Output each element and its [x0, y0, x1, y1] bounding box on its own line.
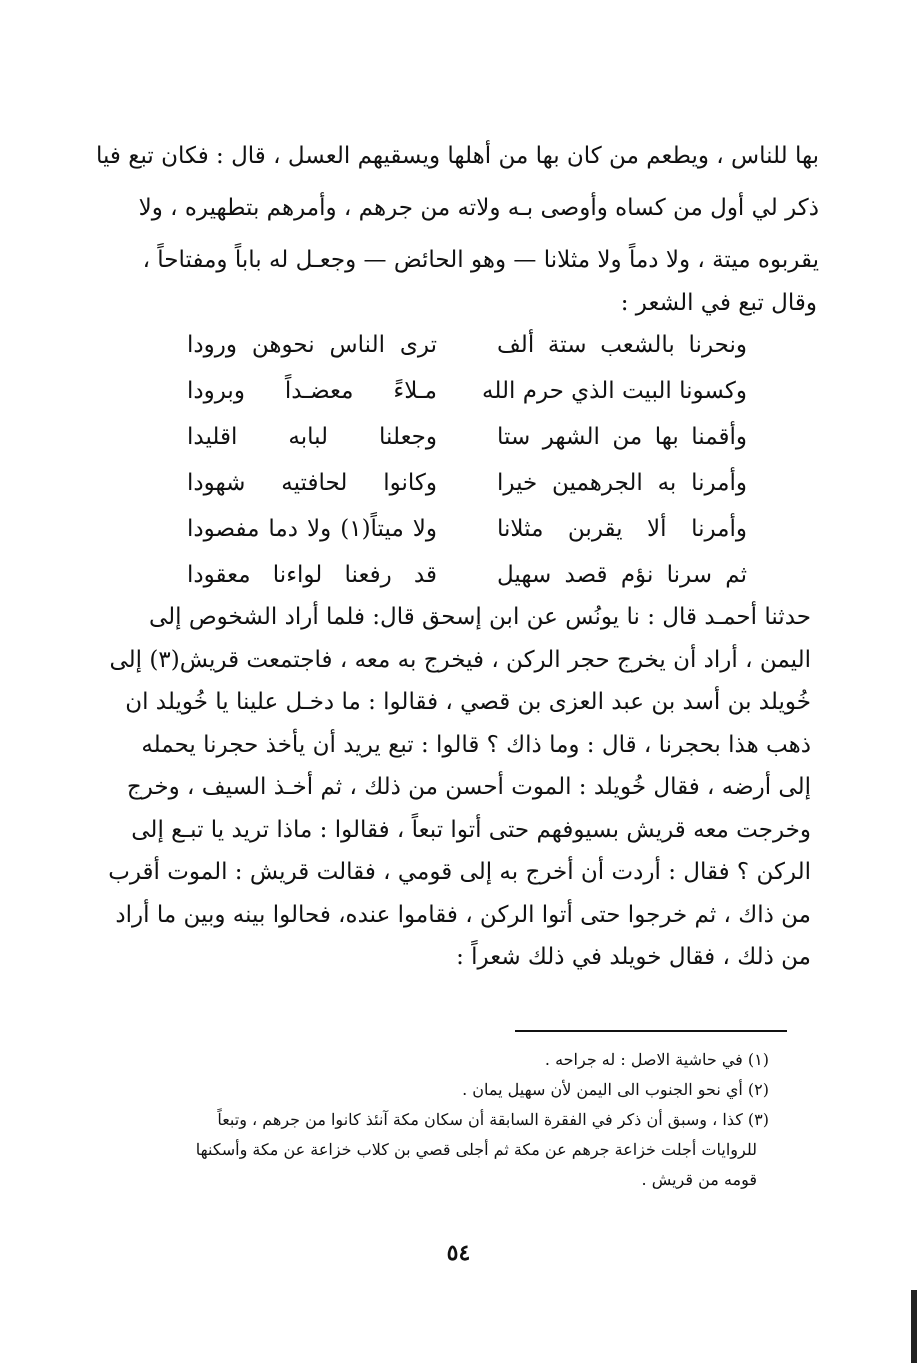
verse-first-hemistich: وأمرنا به الجرهمين خيرا	[497, 470, 747, 496]
text-line: خُويلد بن أسد بن عبد العزى بن قصي ، فقالوا : ما دخـل علينا يا خُويلد ان	[125, 689, 811, 715]
text-line: يقربوه ميتة ، ولا دماً ولا مثلانا — وهو الحائض — وجعـل له باباً ومفتاحاً ،	[142, 247, 819, 273]
footnote-3-continuation: للروايات أجلت خزاعة جرهم عن مكة ثم أجلى قصي بن كلاب خزاعة عن مكة وأسكنها	[195, 1140, 757, 1159]
verse-first-hemistich: ثم سرنا نؤم قصد سهيل	[497, 562, 747, 588]
text-line: إلى أرضه ، فقال خُويلد : الموت أحسن من ذلك ، ثم أخـذ السيف ، وخرج	[126, 774, 811, 800]
poem-verse	[187, 322, 747, 368]
poem-verse	[187, 368, 747, 414]
paragraph-top	[95, 130, 819, 286]
text-line: ذهب هذا بحجرنا ، قال : وما ذاك ؟ قالوا : تبع يريد أن يأخذ حجرنا يحمله	[141, 731, 811, 758]
text-line: من ذاك ، ثم خرجوا حتى أتوا الركن ، فقاموا عنده، فحالوا بينه وبين ما أراد	[115, 901, 811, 928]
verse-second-hemistich: ولا ميتاً(١) ولا دما مفصودا	[187, 516, 437, 542]
poem-verse	[187, 460, 747, 506]
page-number: ٥٤	[446, 1240, 471, 1266]
footnote-3-continuation: قومه من قريش .	[641, 1170, 757, 1189]
verse-second-hemistich: قد رفعنا لواءنا معقودا	[187, 562, 437, 588]
verse-second-hemistich: ترى الناس نحوهن ورودا	[187, 332, 437, 358]
poem-verse	[187, 414, 747, 460]
verse-first-hemistich: وكسونا البيت الذي حرم الله	[482, 378, 747, 404]
verse-first-hemistich: وأقمنا بها من الشهر ستا	[497, 424, 747, 450]
footnote-3: (٣) كذا ، وسبق أن ذكر في الفقرة السابقة أن سكان مكة آنئذ كانوا من جرهم ، وتبعاً	[217, 1110, 769, 1129]
text-line: حدثنا أحمـد قال : نا يونُس عن ابن إسحق قال: فلما أراد الشخوص إلى	[148, 604, 811, 630]
paragraph-main	[108, 596, 811, 979]
poem-verse	[187, 506, 747, 552]
poem	[187, 322, 747, 598]
text-line: الركن ؟ فقال : أردت أن أخرج به إلى قومي ، فقالت قريش : الموت أقرب	[108, 859, 811, 885]
footnote-1: (١) في حاشية الاصل : له جراحه .	[544, 1050, 769, 1069]
footnote-divider	[515, 1030, 787, 1032]
binding-edge-mark	[911, 1290, 917, 1363]
poem-verse	[187, 552, 747, 598]
text-line: ذكر لي أول من كساه وأوصى بـه ولاته من جرهم ، وأمرهم بتطهيره ، ولا	[138, 195, 819, 221]
text-line: بها للناس ، ويطعم من كان بها من أهلها ويسقيهم العسل ، قال : فكان تبع فيا	[95, 143, 819, 169]
verse-second-hemistich: وجعلنا لبابه اقليدا	[187, 424, 437, 450]
verse-first-hemistich: وأمرنا ألا يقربن مثلانا	[497, 516, 747, 542]
verse-first-hemistich: ونحرنا بالشعب ستة ألف	[497, 332, 747, 358]
footnotes	[119, 1045, 769, 1195]
verse-second-hemistich: مـلاءً معضـداً وبرودا	[187, 378, 437, 404]
text-line: اليمن ، أراد أن يخرج حجر الركن ، فيخرج به معه ، فاجتمعت قريش(٣) إلى	[109, 646, 811, 673]
text-line: وخرجت معه قريش بسيوفهم حتى أتوا تبعاً ، فقالوا : ماذا تريد يا تبـع إلى	[131, 816, 811, 843]
text-line: من ذلك ، فقال خويلد في ذلك شعراً :	[456, 944, 811, 970]
verse-second-hemistich: وكانوا لحافتيه شهودا	[187, 470, 437, 496]
poem-intro: وقال تبع في الشعر :	[620, 290, 817, 316]
footnote-2: (٢) أي نحو الجنوب الى اليمن لأن سهيل يمان .	[462, 1080, 769, 1099]
